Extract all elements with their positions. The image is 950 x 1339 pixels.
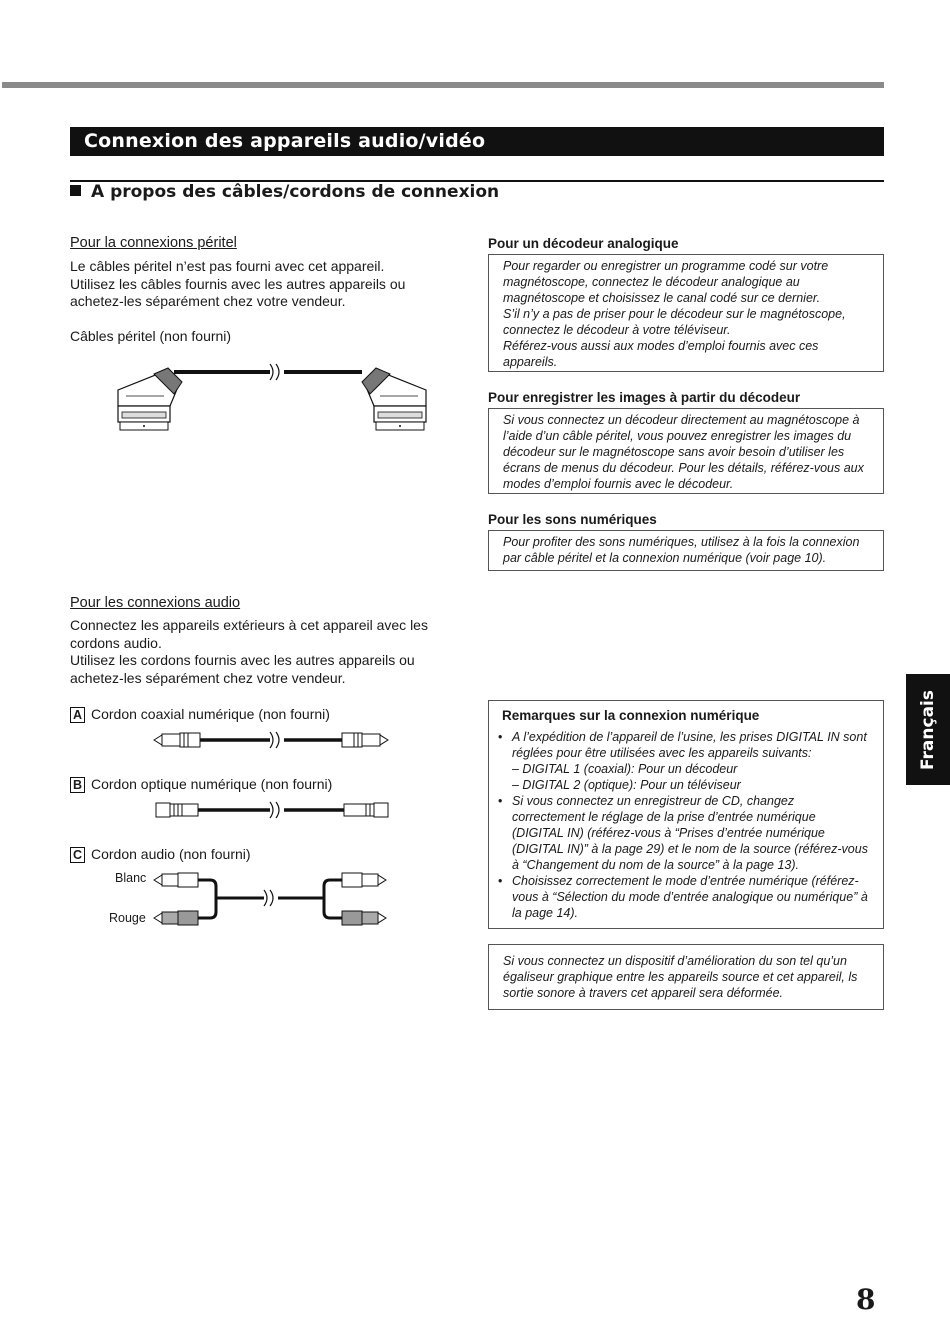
audio-heading: Pour les connexions audio	[70, 595, 241, 611]
analog-decoder-box: Pour regarder ou enregistrer un programme codé sur votre magnétoscope, connectez le décodeur analogique au magnétoscope et choisissez le canal codé sur ce dernier. S’il n’y a pas de priser pour le décodeur sur le magnétoscope, connectez le décodeur à votre téléviseur. Référez-vous aussi aux modes d’emploi fournis avec ces appareils.	[488, 254, 884, 372]
remark-item: • A l’expédition de l’appareil de l’usine, les prises DIGITAL IN sont réglées pour être utilisées avec les appareils suivants: – DIGITAL 1 (coaxial): Pour un décodeur – DIGITAL 2 (optique): Pour un téléviseur	[498, 730, 867, 792]
top-rule	[2, 82, 884, 88]
digital-sound-heading: Pour les sons numériques	[488, 512, 657, 527]
section-heading	[70, 181, 499, 203]
letter-a-box: A	[70, 707, 85, 723]
peritel-cable-caption: Câbles péritel (non fourni)	[70, 328, 232, 344]
record-decoder-heading: Pour enregistrer les images à partir du décodeur	[488, 390, 801, 405]
cable-b-text: Cordon optique numérique (non fourni)	[91, 776, 333, 792]
remarks-box	[488, 700, 884, 929]
cable-a-text: Cordon coaxial numérique (non fourni)	[91, 706, 330, 722]
cable-c-text: Cordon audio (non fourni)	[91, 846, 251, 862]
peritel-text: Le câbles péritel n’est pas fourni avec cet appareil. Utilisez les câbles fournis avec les autres appareils ou achetez-les séparément chez votre vendeur.	[70, 258, 406, 309]
letter-b-box: B	[70, 777, 85, 793]
remark-item: • Choisissez correctement le mode d’entrée numérique (référez- vous à “Sélection du mode d’entrée analogique ou numérique” à la page 14).	[498, 874, 868, 920]
scart-cable-illustration	[112, 360, 432, 440]
cable-b-label	[70, 775, 332, 793]
section-heading-text: A propos des câbles/cordons de connexion	[91, 182, 500, 202]
audio-cable-icon	[152, 868, 392, 930]
record-decoder-box: Si vous connectez un décodeur directement au magnétoscope à l’aide d’un câble péritel, vous pouvez enregistrer les images du décodeur sur le magnétoscope sans avoir besoin d’utiliser les écrans de menus du décodeur. Pour les détails, référez-vous aux modes d’emploi fournis avec le décodeur.	[488, 408, 884, 494]
digital-sound-box: Pour profiter des sons numériques, utilisez à la fois la connexion par câble péritel et la connexion numérique (voir page 10).	[488, 530, 884, 571]
cable-c-label	[70, 845, 251, 863]
equalizer-note-box: Si vous connectez un dispositif d’amélioration du son tel qu’un égaliseur graphique entre les appareils source et cet appareil, ls sortie sonore à travers cet appareil sera déformée.	[488, 944, 884, 1010]
page-title: Connexion des appareils audio/vidéo	[70, 127, 884, 156]
letter-c-box: C	[70, 847, 85, 863]
language-tab	[906, 674, 950, 785]
white-plug-label: Blanc	[115, 871, 147, 885]
analog-decoder-heading: Pour un décodeur analogique	[488, 236, 679, 251]
optical-cable-icon	[152, 800, 392, 820]
coaxial-cable-icon	[152, 730, 392, 750]
red-plug-label: Rouge	[109, 911, 146, 925]
cable-a-label	[70, 705, 330, 723]
peritel-heading: Pour la connexions péritel	[70, 235, 237, 251]
language-tab-label: Français	[918, 689, 939, 770]
remarks-title: Remarques sur la connexion numérique	[502, 708, 760, 723]
remarks-list	[498, 729, 873, 921]
audio-text: Connectez les appareils extérieurs à cet appareil avec les cordons audio. Utilisez les cordons fournis avec les autres appareils ou achetez-les séparément chez votre vendeur.	[70, 617, 428, 686]
remark-item: • Si vous connectez un enregistreur de CD, changez correctement le réglage de la prise d’entrée numérique (DIGITAL IN) (référez-vous à “Prises d’entrée numérique (DIGITAL IN)” à la page 29) et le nom de la source (référez-vous à “Changement du nom de la source” à la page 13).	[498, 794, 868, 872]
square-bullet-icon	[70, 185, 81, 196]
page-number: 8	[856, 1283, 876, 1316]
